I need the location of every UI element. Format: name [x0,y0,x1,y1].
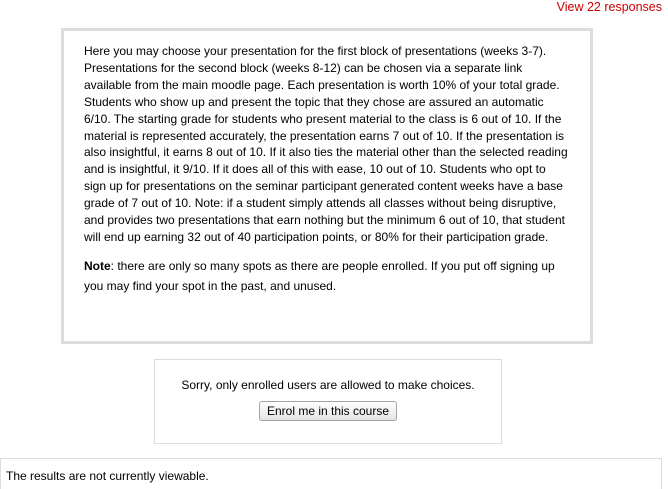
enrol-message: Sorry, only enrolled users are allowed to make choices. [181,378,475,392]
note-text: : there are only so many spots as there are people enrolled. If you put off signing up you may find your spot in the past, and unused. [84,258,555,293]
enrol-button[interactable]: Enrol me in this course [259,401,397,421]
note-label: Note [84,258,111,273]
results-status: The results are not currently viewable. [0,458,662,489]
intro-box [61,28,593,344]
enrol-box [154,359,502,444]
intro-note [84,256,570,296]
intro-paragraph: Here you may choose your presentation for the first block of presentations (weeks 3-7). Presentations for the second block (weeks 8-12) can be chosen via a separate link available from the main moodle page. Each presentation is worth 10% of your total grade. Students who show up and present the topic that they chose are assured an automatic 6/10. The starting grade for students who present material to the class is 6 out of 10. If the material is represented accurately, the presentation earns 7 out of 10. If the presentation is also insightful, it earns 8 out of 10. If it also ties the material other than the selected reading and is insightful, it 9/10. If it does all of this with ease, 10 out of 10. Students who opt to sign up for presentations on the seminar participant generated content weeks have a base grade of 7 out of 10. Note: if a student simply attends all classes without being disruptive, and provides two presentations that earn nothing but the minimum 6 out of 10, that student will end up earning 32 out of 40 participation points, or 80% for their participation grade. [84,44,568,244]
view-responses-link[interactable]: View 22 responses [556,0,662,14]
